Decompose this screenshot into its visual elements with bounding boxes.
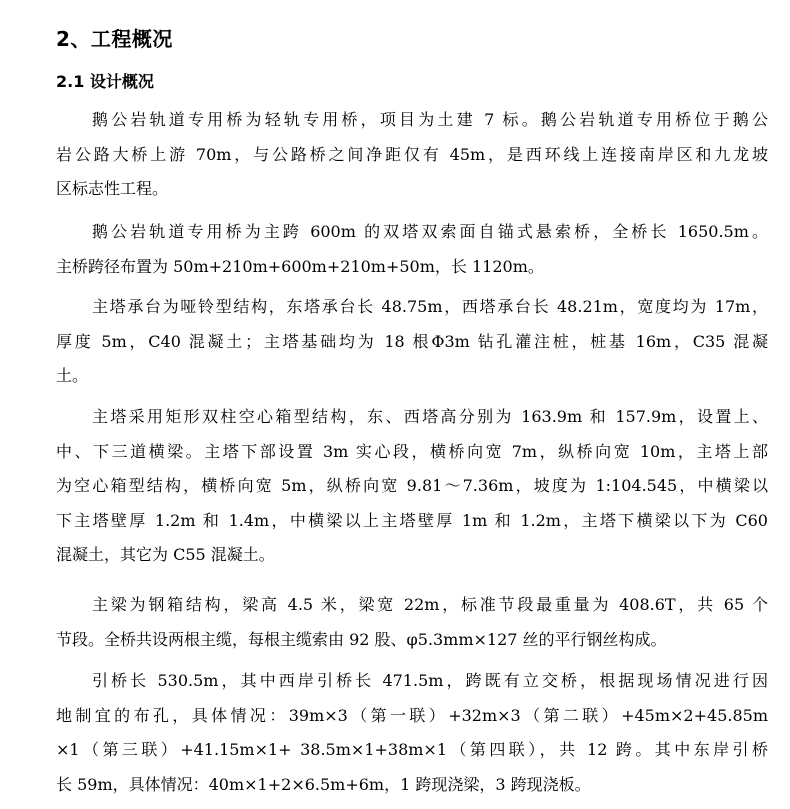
paragraph-line: 区标志性工程。 <box>56 179 169 198</box>
paragraph-line: 岩公路大桥上游 70m，与公路桥之间净距仅有 45m，是西环线上连接南岸区和九龙坡 <box>56 144 768 164</box>
paragraph-line: 鹅公岩轨道专用桥为轻轨专用桥，项目为土建 7 标。鹅公岩轨道专用桥位于鹅公 <box>92 110 768 129</box>
paragraph-line: 鹅公岩轨道专用桥为主跨 600m 的双塔双索面自锚式悬索桥，全桥长 1650.5m。 <box>92 222 768 241</box>
paragraph-line: 中、下三道横梁。主塔下部设置 3m 实心段，横桥向宽 7m，纵桥向宽 10m，主塔上部 <box>56 441 768 461</box>
paragraph-line: ×1（第三联）+41.15m×1+ 38.5m×1+38m×1（第四联），共 12 跨。其中东岸引桥 <box>56 740 768 759</box>
paragraph-overview <box>56 103 768 207</box>
subsection-heading: 2.1 设计概况 <box>56 72 154 91</box>
paragraph-line: 混凝土，其它为 C55 混凝土。 <box>56 545 275 564</box>
paragraph-line: 下主塔壁厚 1.2m 和 1.4m，中横梁以上主塔壁厚 1m 和 1.2m，主塔下横梁以下为 C60 <box>56 510 768 530</box>
paragraph-line: 厚度 5m，C40 混凝土；主塔基础均为 18 根Φ3m 钻孔灌注桩，桩基 16m，C35 混凝 <box>56 331 768 351</box>
paragraph-approach-bridge <box>56 664 768 802</box>
paragraph-line: 为空心箱型结构，横桥向宽 5m，纵桥向宽 9.81～7.36m，坡度为 1:104.545，中横梁以 <box>56 476 768 495</box>
paragraph-line: 主桥跨径布置为 50m+210m+600m+210m+50m，长 1120m。 <box>56 256 544 276</box>
paragraph-line: 土。 <box>56 366 89 385</box>
paragraph-tower-foundation <box>56 290 768 394</box>
paragraph-main-girder <box>56 588 768 657</box>
paragraph-main-span <box>56 215 768 284</box>
paragraph-line: 长 59m，具体情况：40m×1+2×6.5m+6m，1 跨现浇梁，3 跨现浇板。 <box>56 774 591 794</box>
paragraph-line: 地制宜的布孔，具体情况：39m×3（第一联）+32m×3（第二联）+45m×2+45.85m <box>56 705 768 725</box>
paragraph-tower-structure <box>56 400 768 573</box>
paragraph-line: 主塔采用矩形双柱空心箱型结构，东、西塔高分别为 163.9m 和 157.9m，设置上、 <box>92 407 768 426</box>
paragraph-line: 节段。全桥共设两根主缆，每根主缆索由 92 股、φ5.3mm×127 丝的平行钢丝构成。 <box>56 629 667 649</box>
section-heading: 2、工程概况 <box>56 27 173 51</box>
paragraph-line: 引桥长 530.5m，其中西岸引桥长 471.5m，跨既有立交桥，根据现场情况进行因 <box>92 671 768 690</box>
paragraph-line: 主梁为钢箱结构，梁高 4.5 米，梁宽 22m，标准节段最重量为 408.6T，共 65 个 <box>92 595 768 614</box>
paragraph-line: 主塔承台为哑铃型结构，东塔承台长 48.75m，西塔承台长 48.21m，宽度均为 17m， <box>92 297 768 316</box>
